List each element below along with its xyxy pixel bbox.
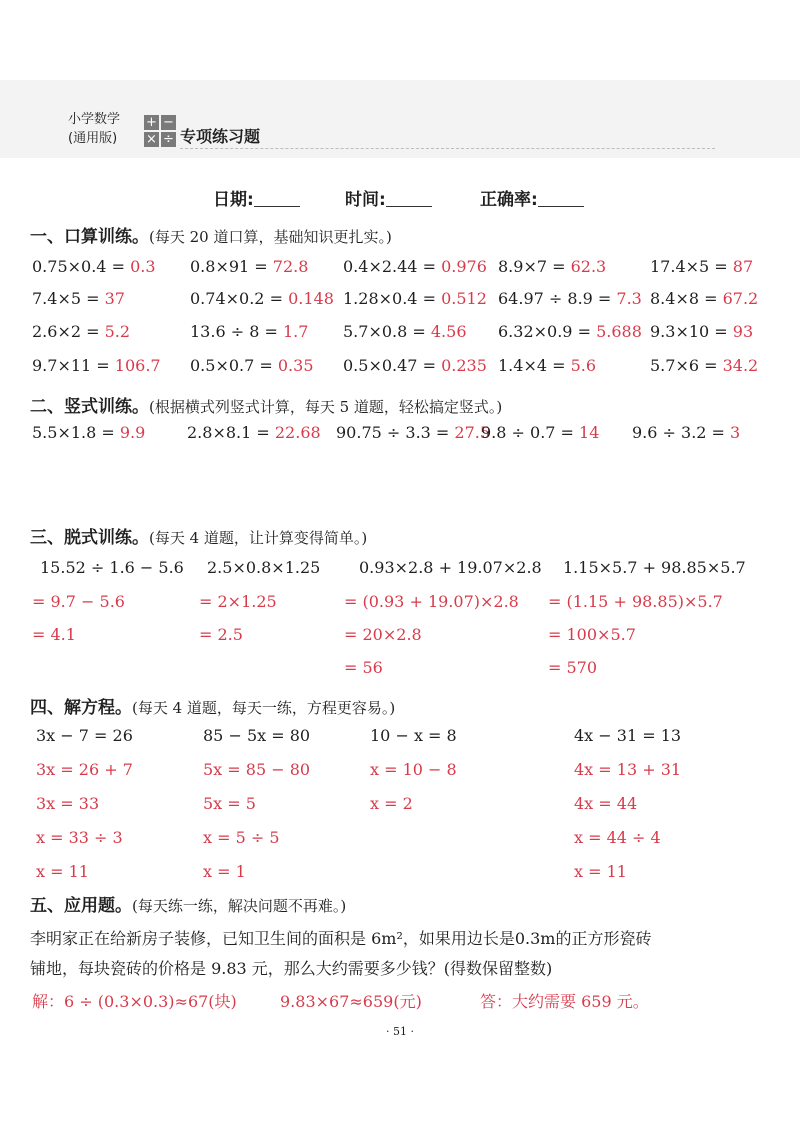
oral-item [498, 356, 596, 376]
book-title: 专项练习题 [180, 127, 261, 146]
oral-answer: 106.7 [114, 356, 161, 375]
vertical-answer: 3 [730, 423, 741, 442]
equation-step: x = 1 [203, 862, 246, 881]
oral-answer: 1.7 [282, 322, 309, 341]
oral-item [650, 257, 753, 277]
page-number: · 51 · [386, 1025, 414, 1038]
oral-item [650, 356, 758, 376]
stepwise-step: = 100×5.7 [548, 625, 636, 644]
oral-item [190, 257, 308, 277]
time-label: 时间: [345, 190, 386, 210]
section-oral-title: 一、口算训练。(每天 20 道口算，基础知识更扎实。) [30, 227, 392, 247]
vertical-question: 9.8 ÷ 0.7 = [481, 423, 580, 442]
oral-item [190, 356, 314, 376]
vertical-question: 9.6 ÷ 3.2 = [632, 423, 731, 442]
equation-step: x = 44 ÷ 4 [574, 828, 661, 847]
oral-answer: 5.6 [570, 356, 597, 375]
accuracy-field[interactable] [480, 185, 584, 210]
vertical-question: 5.5×1.8 = [32, 423, 120, 442]
oral-item [650, 322, 753, 342]
equation-step: 5x = 85 − 80 [203, 760, 311, 779]
divide-icon: ÷ [161, 132, 176, 147]
accuracy-blank[interactable] [538, 190, 584, 207]
answer-step1: 解：6 ÷ (0.3×0.3)≈67(块) [32, 992, 237, 1011]
oral-question: 64.97 ÷ 8.9 = [498, 289, 617, 308]
stepwise-step: = (0.93 + 19.07)×2.8 [344, 592, 519, 611]
equation-step: x = 2 [370, 794, 413, 813]
oral-question: 0.74×0.2 = [190, 289, 289, 308]
oral-answer: 0.148 [288, 289, 334, 308]
stepwise-question: 15.52 ÷ 1.6 − 5.6 [40, 558, 184, 577]
book-subtitle: 小学数学 [68, 112, 121, 127]
stepwise-question: 2.5×0.8×1.25 [207, 558, 321, 577]
vertical-item [632, 423, 740, 443]
oral-answer: 0.235 [441, 356, 487, 375]
stepwise-step: = 56 [344, 658, 383, 677]
oral-answer: 72.8 [272, 257, 309, 276]
oral-question: 7.4×5 = [32, 289, 105, 308]
oral-question: 8.9×7 = [498, 257, 571, 276]
oral-question: 13.6 ÷ 8 = [190, 322, 283, 341]
oral-answer: 62.3 [570, 257, 607, 276]
oral-answer: 5.688 [596, 322, 642, 341]
oral-question: 0.5×0.47 = [343, 356, 442, 375]
vertical-item [187, 423, 321, 443]
equation-question: 85 − 5x = 80 [203, 726, 311, 745]
oral-answer: 5.2 [104, 322, 131, 341]
vertical-item [481, 423, 599, 443]
oral-question: 2.6×2 = [32, 322, 105, 341]
time-blank[interactable] [386, 190, 432, 207]
oral-item [498, 289, 642, 309]
oral-answer: 4.56 [430, 322, 467, 341]
oral-answer: 0.35 [277, 356, 314, 375]
equation-step: 4x = 44 [574, 794, 638, 813]
answer-conclusion: 答：大约需要 659 元。 [480, 992, 649, 1011]
equation-step: x = 33 ÷ 3 [36, 828, 123, 847]
oral-item [343, 257, 487, 277]
stepwise-step: = 2.5 [199, 625, 243, 644]
oral-question: 6.32×0.9 = [498, 322, 597, 341]
oral-question: 0.4×2.44 = [343, 257, 442, 276]
plus-icon: + [144, 115, 159, 130]
problem-text-line2: 铺地，每块瓷砖的价格是 9.83 元，那么大约需要多少钱？(得数保留整数) [30, 959, 553, 978]
section-vertical-title: 二、竖式训练。(根据横式列竖式计算，每天 5 道题，轻松搞定竖式。) [30, 397, 503, 417]
oral-item [190, 289, 334, 309]
date-field[interactable] [213, 185, 300, 210]
vertical-question: 90.75 ÷ 3.3 = [336, 423, 455, 442]
oral-question: 0.5×0.7 = [190, 356, 278, 375]
stepwise-step: = 570 [548, 658, 598, 677]
vertical-question: 2.8×8.1 = [187, 423, 275, 442]
minus-icon: − [161, 115, 176, 130]
vertical-answer: 14 [579, 423, 600, 442]
oral-item [343, 356, 487, 376]
problem-text-line1: 李明家正在给新房子装修，已知卫生间的面积是 6m²，如果用边长是0.3m的正方形瓷砖 [30, 929, 652, 948]
vertical-answer: 27.5 [454, 423, 491, 442]
oral-item [650, 289, 758, 309]
oral-answer: 0.976 [441, 257, 487, 276]
oral-question: 0.75×0.4 = [32, 257, 131, 276]
oral-question: 17.4×5 = [650, 257, 733, 276]
oral-item [498, 322, 642, 342]
oral-item [32, 322, 130, 342]
stepwise-question: 0.93×2.8 + 19.07×2.8 [359, 558, 542, 577]
equation-question: 3x − 7 = 26 [36, 726, 133, 745]
equation-step: x = 11 [574, 862, 627, 881]
oral-question: 5.7×6 = [650, 356, 723, 375]
answer-step2: 9.83×67≈659(元) [280, 992, 422, 1011]
oral-answer: 93 [732, 322, 754, 341]
times-icon: × [144, 132, 159, 147]
oral-answer: 0.512 [441, 289, 487, 308]
stepwise-step: = 20×2.8 [344, 625, 422, 644]
oral-question: 1.28×0.4 = [343, 289, 442, 308]
stepwise-step: = 9.7 − 5.6 [32, 592, 125, 611]
equation-question: 4x − 31 = 13 [574, 726, 682, 745]
equation-step: x = 5 ÷ 5 [203, 828, 280, 847]
time-field[interactable] [345, 185, 432, 210]
oral-question: 8.4×8 = [650, 289, 723, 308]
oral-answer: 0.3 [130, 257, 156, 276]
oral-item [32, 289, 125, 309]
accuracy-label: 正确率: [480, 190, 538, 210]
date-blank[interactable] [254, 190, 300, 207]
oral-question: 9.3×10 = [650, 322, 733, 341]
vertical-item [32, 423, 145, 443]
oral-answer: 37 [104, 289, 125, 308]
stepwise-question: 1.15×5.7 + 98.85×5.7 [563, 558, 746, 577]
equation-question: 10 − x = 8 [370, 726, 457, 745]
stepwise-step: = 2×1.25 [199, 592, 277, 611]
oral-answer: 67.2 [722, 289, 759, 308]
oral-item [498, 257, 606, 277]
vertical-item [336, 423, 490, 443]
equation-step: 5x = 5 [203, 794, 256, 813]
equation-step: x = 10 − 8 [370, 760, 457, 779]
book-edition: (通用版) [68, 131, 118, 146]
oral-answer: 7.3 [616, 289, 642, 308]
oral-question: 1.4×4 = [498, 356, 571, 375]
equation-step: 3x = 26 + 7 [36, 760, 133, 779]
oral-answer: 87 [732, 257, 754, 276]
equation-step: 4x = 13 + 31 [574, 760, 682, 779]
math-operators-icon [144, 115, 178, 149]
oral-question: 0.8×91 = [190, 257, 273, 276]
equation-step: 3x = 33 [36, 794, 100, 813]
stepwise-step: = 4.1 [32, 625, 76, 644]
oral-item [190, 322, 308, 342]
oral-item [32, 257, 156, 277]
oral-item [32, 356, 161, 376]
oral-item [343, 289, 487, 309]
section-stepwise-title: 三、脱式训练。(每天 4 道题，让计算变得简单。) [30, 528, 368, 548]
date-label: 日期: [213, 190, 254, 210]
equation-step: x = 11 [36, 862, 89, 881]
section-word-title: 五、应用题。(每天练一练，解决问题不再难。) [30, 896, 347, 916]
oral-question: 9.7×11 = [32, 356, 115, 375]
stepwise-step: = (1.15 + 98.85)×5.7 [548, 592, 723, 611]
oral-question: 5.7×0.8 = [343, 322, 431, 341]
section-equation-title: 四、解方程。(每天 4 道题，每天一练，方程更容易。) [30, 698, 396, 718]
vertical-answer: 9.9 [119, 423, 146, 442]
header-divider [180, 148, 715, 149]
oral-item [343, 322, 467, 342]
vertical-answer: 22.68 [274, 423, 321, 442]
oral-answer: 34.2 [722, 356, 759, 375]
